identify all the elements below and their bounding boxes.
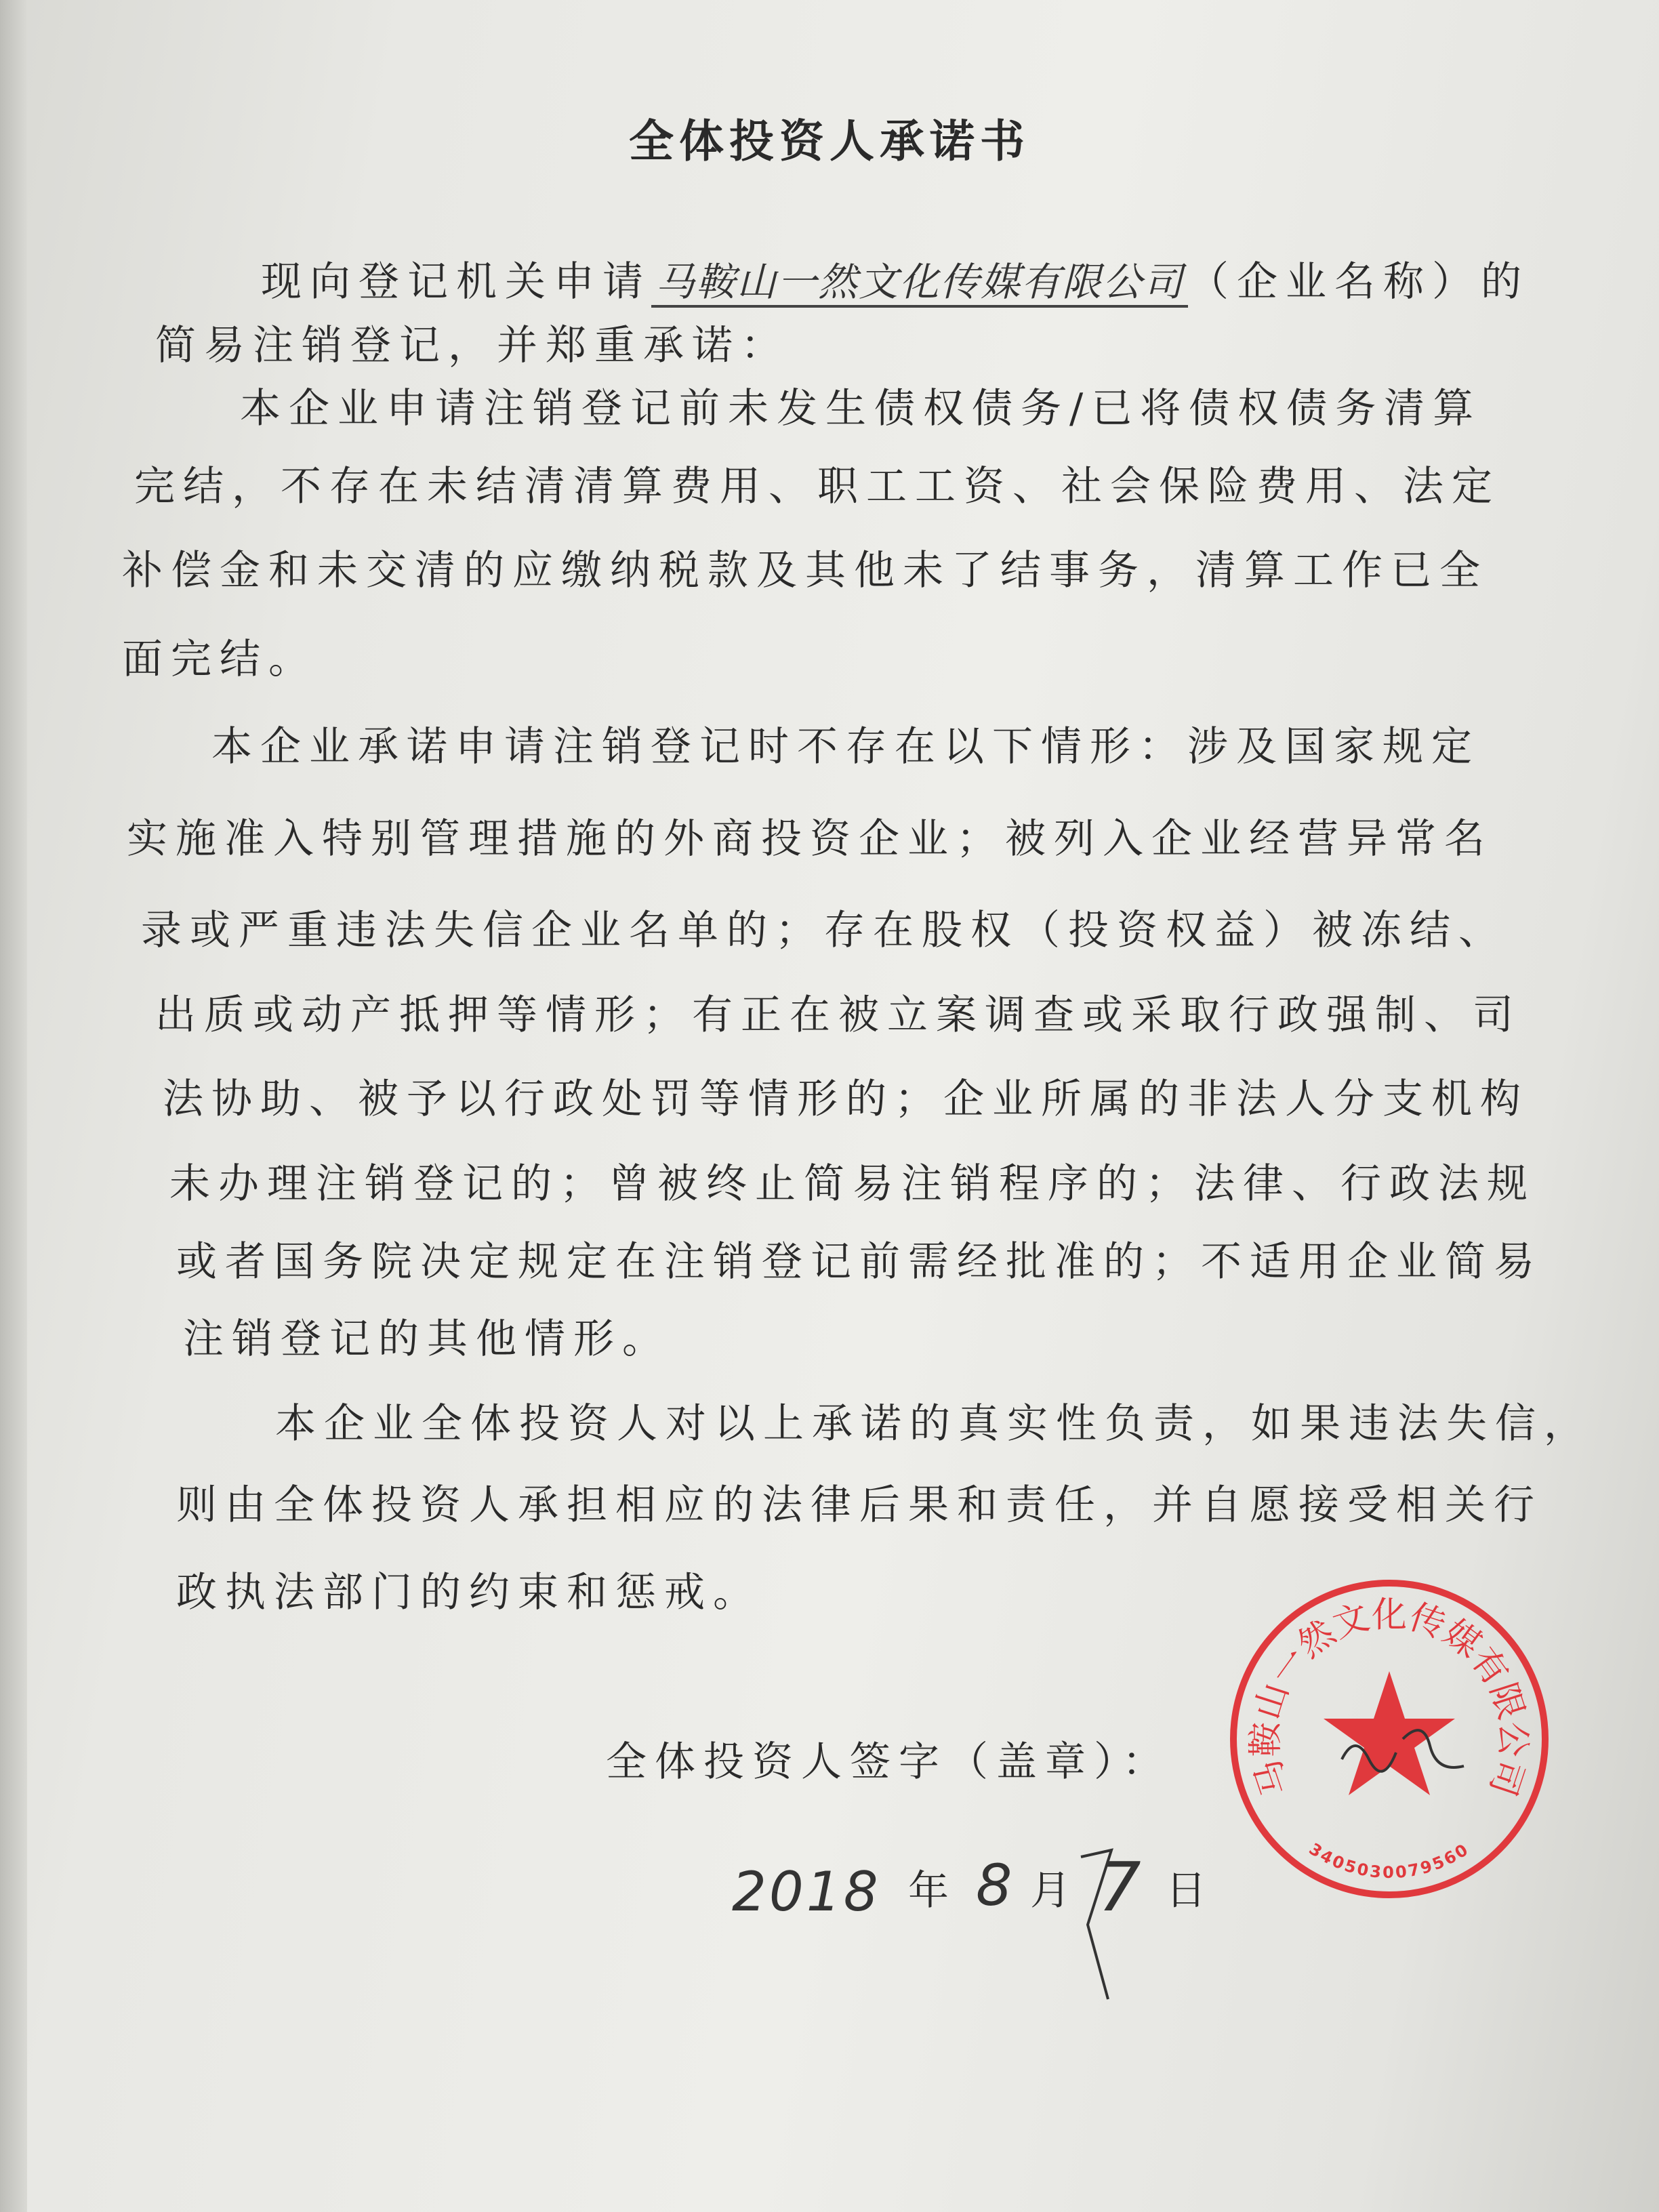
date-month-unit: 月: [1030, 1867, 1079, 1914]
intro-line-2: 简易注销登记，并郑重承诺：: [155, 322, 790, 369]
paragraph1-line: 完结，不存在未结清清算费用、职工工资、社会保险费用、法定: [134, 463, 1500, 510]
paragraph2-line: 注销登记的其他情形。: [183, 1315, 671, 1363]
paragraph2-line: 录或严重违法失信企业名单的；存在股权（投资权益）被冻结、: [141, 907, 1507, 954]
page-edge-shadow: [0, 0, 27, 2212]
paragraph3-line: 本企业全体投资人对以上承诺的真实性负责，如果违法失信，: [275, 1400, 1593, 1448]
paragraph3-line: 则由全体投资人承担相应的法律后果和责任，并自愿接受相关行: [176, 1481, 1542, 1529]
intro-suffix: （企业名称）的: [1188, 258, 1530, 306]
seal-company-text: 马鞍山一然文化传媒有限公司: [1245, 1595, 1534, 1801]
intro-prefix: 现向登记机关申请: [261, 258, 651, 306]
seal-code-text: 3405030079560: [1305, 1839, 1473, 1883]
date-year-handwritten: 2018: [732, 1860, 881, 1923]
paragraph2-line: 出质或动产抵押等情形；有正在被立案调查或采取行政强制、司: [155, 991, 1521, 1039]
paragraph2-line: 法协助、被予以行政处罚等情形的；企业所属的非法人分支机构: [163, 1076, 1529, 1123]
company-name-handwritten: 马鞍山一然文化传媒有限公司: [651, 259, 1188, 308]
signature-label: 全体投资人签字（盖章）：: [606, 1738, 1171, 1786]
star-icon: [1324, 1671, 1455, 1795]
date-stroke: [1071, 1843, 1125, 2006]
date-year-unit: 年: [908, 1867, 957, 1914]
paragraph2-line: 实施准入特别管理措施的外商投资企业；被列入企业经营异常名: [127, 815, 1493, 863]
intro-line-1: [261, 258, 1530, 306]
paragraph1-line: 面完结。: [122, 636, 317, 683]
paragraph2-line: 未办理注销登记的；曾被终止简易注销程序的；法律、行政法规: [169, 1160, 1536, 1208]
paragraph2-line: 或者国务院决定规定在注销登记前需经批准的；不适用企业简易: [176, 1238, 1542, 1286]
paragraph2-line: 本企业承诺申请注销登记时不存在以下情形：涉及国家规定: [211, 723, 1480, 771]
company-seal: [1220, 1570, 1559, 1908]
paragraph1-line: 补偿金和未交清的应缴纳税款及其他未了结事务，清算工作已全: [122, 547, 1488, 594]
document-title: 全体投资人承诺书: [629, 115, 1030, 167]
paragraph1-line: 本企业申请注销登记前未发生债权债务/已将债权债务清算: [240, 385, 1482, 432]
paragraph3-line: 政执法部门的约束和惩戒。: [176, 1569, 762, 1616]
date-day-unit: 日: [1166, 1867, 1214, 1914]
date-month-handwritten: 8: [976, 1852, 1021, 1919]
date-day-handwritten: 7: [1098, 1847, 1149, 1927]
